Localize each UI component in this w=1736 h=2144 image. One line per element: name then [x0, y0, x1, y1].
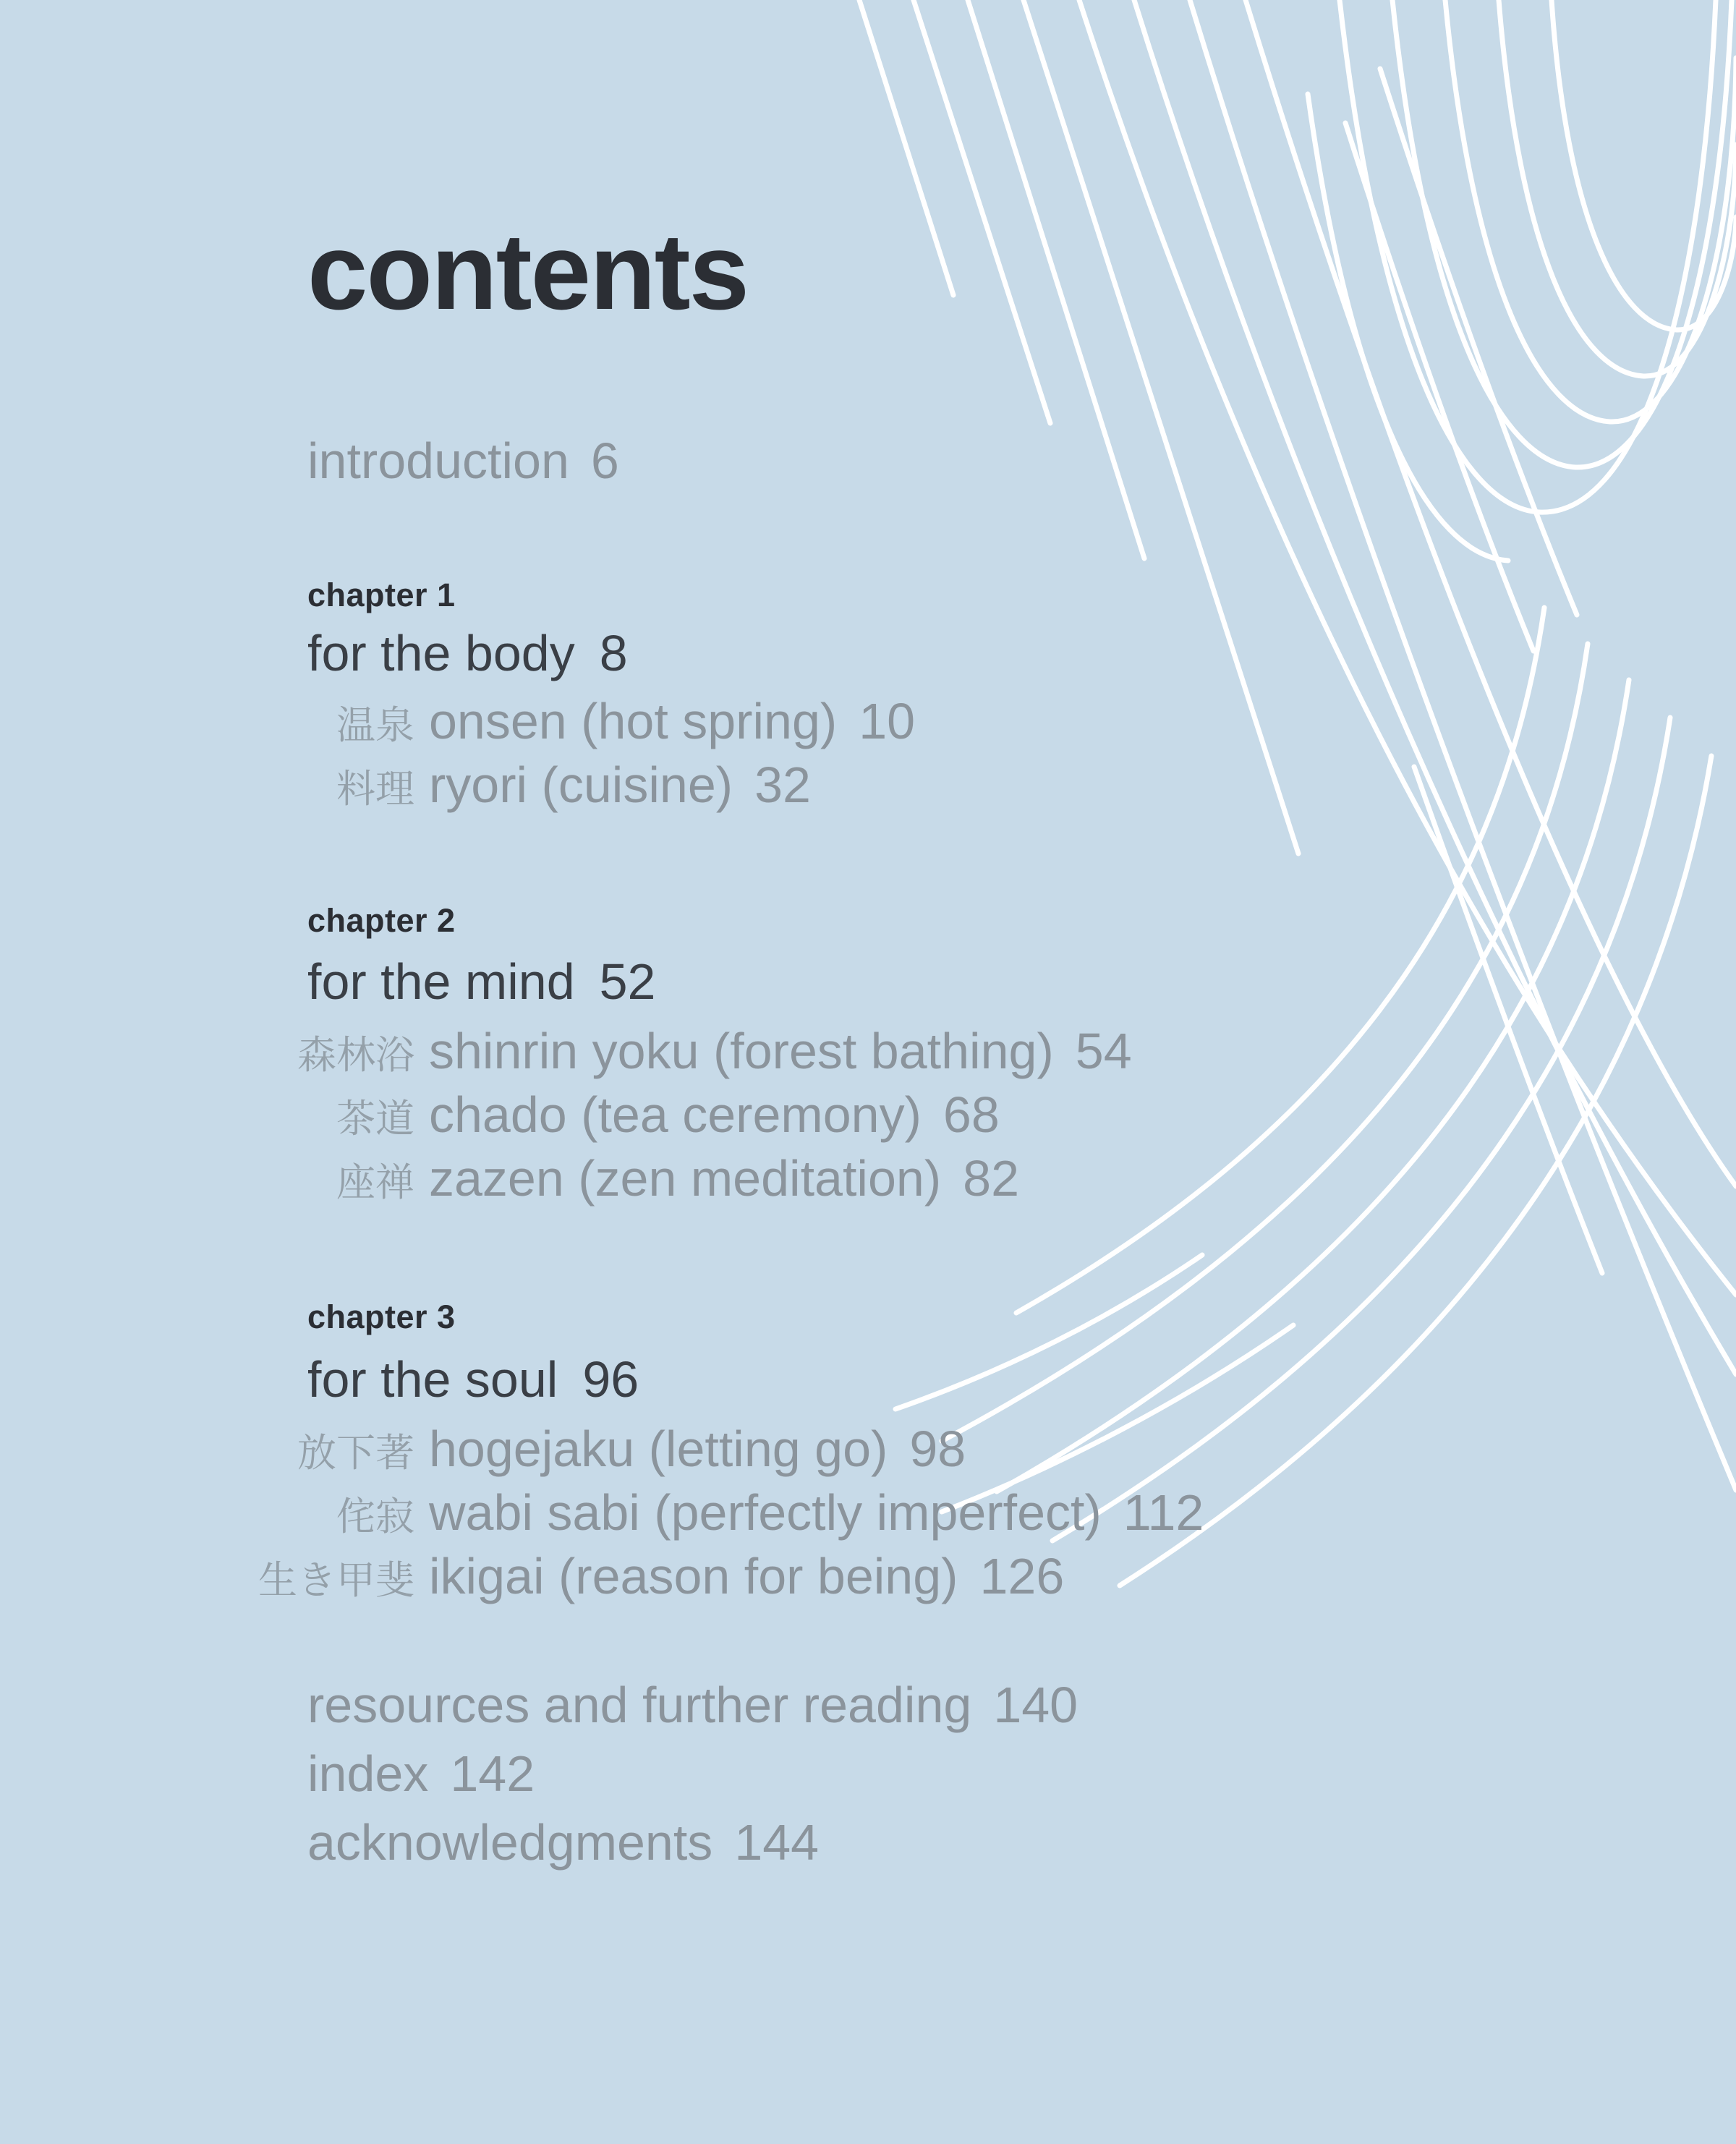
- toc-introduction-page: 6: [590, 433, 619, 489]
- page-title: contents: [307, 210, 749, 332]
- kanji-ryori: 料理: [336, 767, 414, 811]
- page-chado: 68: [943, 1086, 1000, 1143]
- page-ikigai: 126: [979, 1548, 1065, 1604]
- kanji-hogejaku: 放下著: [297, 1432, 414, 1475]
- toc-entry-ikigai: [248, 1548, 1065, 1604]
- romaji-zazen: zazen (zen meditation): [429, 1150, 942, 1207]
- toc-introduction-row: [307, 433, 619, 489]
- chapter-3-kicker: chapter 3: [307, 1298, 456, 1335]
- toc-introduction-label: introduction: [307, 433, 569, 489]
- chapter-2-title: for the mind: [307, 953, 575, 1010]
- toc-acknowledgments-page: 144: [734, 1814, 820, 1871]
- romaji-wabi-sabi: wabi sabi (perfectly imperfect): [429, 1484, 1102, 1541]
- kanji-shinrin-yoku: 森林浴: [297, 1034, 414, 1077]
- kanji-zazen: 座禅: [336, 1161, 414, 1204]
- chapter-3-page: 96: [582, 1351, 639, 1408]
- toc-resources-row: [307, 1677, 1078, 1733]
- toc-entry-onsen: [248, 693, 916, 749]
- toc-entry-hogejaku: [248, 1421, 966, 1477]
- chapter-3-heading: [307, 1351, 639, 1408]
- page-shinrin-yoku: 54: [1075, 1023, 1132, 1079]
- romaji-shinrin-yoku: shinrin yoku (forest bathing): [429, 1023, 1054, 1079]
- toc-entry-wabi-sabi: [248, 1484, 1204, 1541]
- chapter-2-kicker: chapter 2: [307, 902, 456, 939]
- romaji-onsen: onsen (hot spring): [429, 693, 838, 749]
- page-hogejaku: 98: [909, 1421, 966, 1477]
- toc-index-page: 142: [450, 1745, 535, 1802]
- toc-entry-shinrin-yoku: [248, 1023, 1132, 1079]
- kanji-onsen: 温泉: [336, 704, 414, 747]
- toc-acknowledgments-row: [307, 1814, 820, 1871]
- chapter-1-kicker: chapter 1: [307, 577, 456, 613]
- toc-entry-ryori: [248, 757, 811, 813]
- toc-index-row: [307, 1745, 535, 1802]
- page-onsen: 10: [859, 693, 916, 749]
- chapter-2-page: 52: [599, 953, 656, 1010]
- romaji-ikigai: ikigai (reason for being): [429, 1548, 958, 1604]
- chapter-3-title: for the soul: [307, 1351, 558, 1408]
- romaji-chado: chado (tea ceremony): [429, 1086, 922, 1143]
- toc-resources-page: 140: [993, 1677, 1078, 1733]
- kanji-chado: 茶道: [336, 1097, 414, 1141]
- page-zazen: 82: [963, 1150, 1020, 1207]
- romaji-ryori: ryori (cuisine): [429, 757, 733, 813]
- kanji-ikigai: 生き甲斐: [258, 1559, 414, 1602]
- toc-entry-chado: [248, 1086, 1000, 1143]
- toc-index-label: index: [307, 1745, 429, 1802]
- toc-resources-label: resources and further reading: [307, 1677, 972, 1733]
- kanji-wabi-sabi: 侘寂: [336, 1495, 414, 1539]
- chapter-1-heading: [307, 625, 628, 681]
- chapter-1-page: 8: [599, 625, 628, 681]
- romaji-hogejaku: hogejaku (letting go): [429, 1421, 888, 1477]
- toc-acknowledgments-label: acknowledgments: [307, 1814, 713, 1871]
- toc-entry-zazen: [248, 1150, 1020, 1207]
- chapter-1-title: for the body: [307, 625, 575, 681]
- chapter-2-heading: [307, 953, 656, 1010]
- page-ryori: 32: [754, 757, 811, 813]
- page-wabi-sabi: 112: [1123, 1484, 1204, 1541]
